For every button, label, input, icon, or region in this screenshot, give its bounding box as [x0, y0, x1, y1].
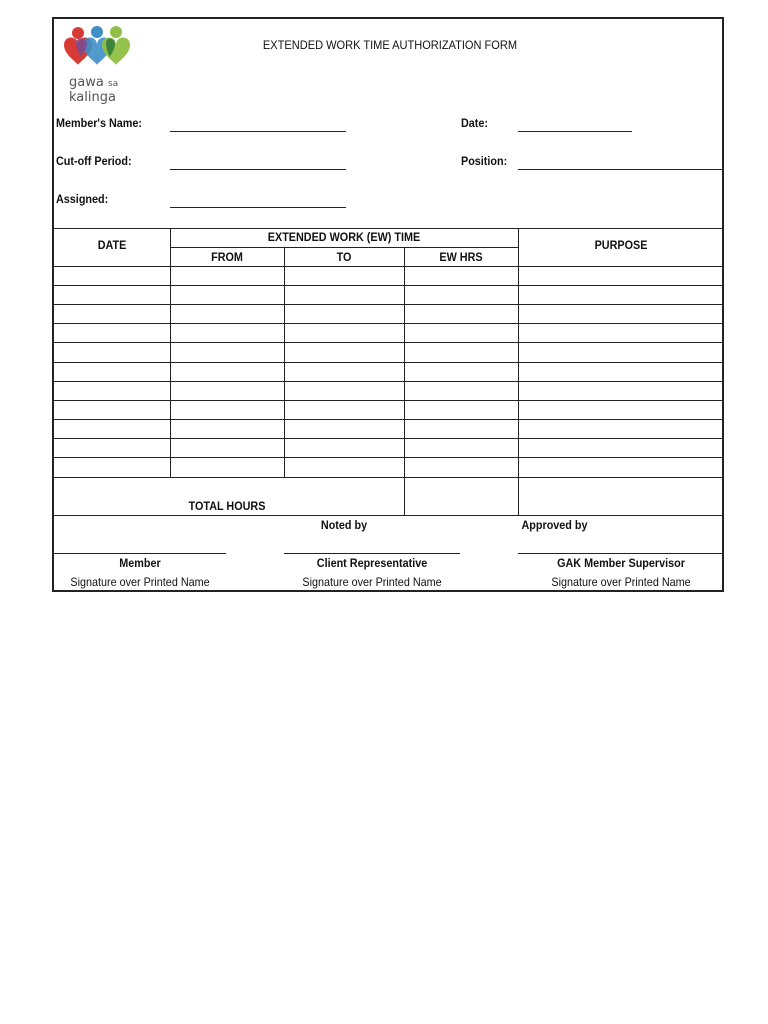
authorization-form	[52, 17, 724, 592]
client-rep-signature-caption: Signature over Printed Name	[302, 575, 442, 589]
cutoff-period-label: Cut-off Period:	[56, 154, 132, 168]
total-hours-value[interactable]	[405, 478, 517, 514]
assigned-label: Assigned:	[56, 192, 109, 206]
gawad-kalinga-logo	[62, 25, 142, 105]
supervisor-signature-title: GAK Member Supervisor	[557, 556, 685, 570]
total-hours-label: TOTAL HOURS	[188, 499, 266, 513]
approved-by-label: Approved by	[521, 518, 588, 532]
position-label: Position:	[461, 154, 508, 168]
logo-word-kalinga: kalinga	[69, 90, 116, 105]
cutoff-period-field[interactable]	[170, 169, 346, 170]
member-signature-title: Member	[119, 556, 161, 570]
member-name-field[interactable]	[170, 131, 346, 132]
form-title: EXTENDED WORK TIME AUTHORIZATION FORM	[262, 38, 518, 52]
client-rep-signature-title: Client Representative	[316, 556, 428, 570]
supervisor-signature-line[interactable]	[518, 553, 724, 554]
noted-by-label: Noted by	[320, 518, 368, 532]
ew-time-header: EXTENDED WORK (EW) TIME	[267, 230, 421, 244]
supervisor-signature-caption: Signature over Printed Name	[551, 575, 691, 589]
to-column-header: TO	[336, 250, 352, 264]
logo-word-gawa: gawa	[69, 75, 104, 90]
member-name-label: Member's Name:	[56, 116, 143, 130]
member-signature-caption: Signature over Printed Name	[70, 575, 210, 589]
date-column-header: DATE	[97, 238, 127, 252]
logo-word-sa: sa	[107, 79, 119, 89]
date-label: Date:	[461, 116, 489, 130]
assigned-field[interactable]	[170, 207, 346, 208]
position-field[interactable]	[518, 169, 724, 170]
purpose-column-header: PURPOSE	[594, 238, 648, 252]
date-field[interactable]	[518, 131, 632, 132]
ew-hrs-column-header: EW HRS	[439, 250, 483, 264]
member-signature-line[interactable]	[54, 553, 226, 554]
from-column-header: FROM	[211, 250, 243, 264]
client-signature-line[interactable]	[284, 553, 460, 554]
